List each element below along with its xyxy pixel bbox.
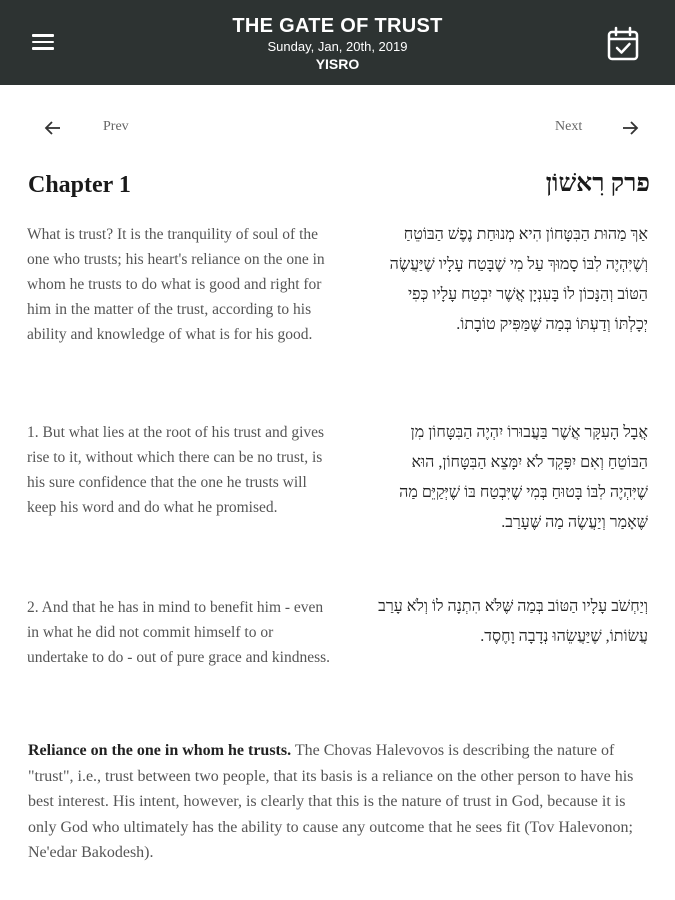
app-header — [0, 0, 675, 85]
chapter-nav — [0, 110, 675, 146]
paragraph-english: 1. But what lies at the root of his trust and gives rise to it, without which there can be no trust, is his sure confidence that the one he trusts will keep his word and do what he promised. — [27, 424, 325, 516]
calendar-check-icon[interactable] — [606, 26, 640, 62]
paragraph-hebrew: אַךְ מַהוּת הַבִּטָּחוֹן הִיא מְנוּחַת נֶפֶשׁ הַבּוֹטֵחַ וְשֶׁיִּהְיֶה לִבּוֹ סָמוּךְ עַל מִי שֶׁבָּטַח עָלָיו שֶׁיַּעֲשֶׂה הַטּוֹב וְהַנָּכוֹן לוֹ בָּעִנְיָן אֲשֶׁר יִבְטַח עָלָיו כְּפִי יְכָלְתּוֹ וְדַעְתּוֹ בְּמַה שֶּׁמַּפִּיק טוֹבָתוֹ. — [389, 226, 648, 333]
next-button[interactable]: Next — [555, 119, 583, 134]
prev-button[interactable]: Prev — [103, 119, 129, 134]
commentary-text: The Chovas Halevovos is describing the nature of "trust", i.e., trust between two people, that its basis is a reliance on the other person to have his best interest. His intent, however, is clearly that this is the nature of trust in God, because it is only God who ultimately has the ability to cause any outcome that he sees fit (Tov Halevonon; Ne'edar Bakodesh). — [28, 742, 634, 861]
paragraph-english: 2. And that he has in mind to benefit him - even in what he did not commit himself to or undertake to do - out of pure grace and kindness. — [27, 599, 331, 666]
arrow-right-icon[interactable] — [620, 118, 640, 138]
hamburger-menu-icon[interactable] — [30, 30, 56, 52]
paragraph-english: What is trust? It is the tranquility of soul of the one who trusts; his heart's reliance on the one in whom he trusts to do what is good and right for him in the matter of the trust, according to his ability and knowledge of what is for his good. — [27, 226, 325, 343]
commentary-lead: Reliance on the one in whom he trusts. — [28, 742, 292, 759]
chapter-title-english: Chapter 1 — [28, 172, 131, 198]
paragraph-hebrew: וְיַחְשֹׁב עָלָיו הַטּוֹב בְּמַה שֶּׁלֹּא הִתְנָה לוֹ וְלֹא עָרַב עֲשׂוֹתוֹ, שֶׁיַּעֲשֵׂהוּ נְדָבָה וָחֶסֶד. — [378, 598, 648, 645]
header-center — [120, 14, 555, 73]
header-parsha: YISRO — [315, 56, 360, 72]
arrow-left-icon[interactable] — [43, 118, 63, 138]
header-date: Sunday, Jan, 20th, 2019 — [267, 39, 408, 54]
paragraph-hebrew: אֲבָל הָעִקָּר אֲשֶׁר בַּעֲבוּרוֹ יִהְיֶה הַבִּטָּחוֹן מִן הַבּוֹטֵחַ וְאִם יִפָּקֵד לֹא יִמָּצֵא הַבִּטָּחוֹן, הוּא שֶׁיִּהְיֶה לִבּוֹ בָּטוּחַ בְּמִי שֶׁיִּבְטַח בּוֹ שֶׁיְּקַיֵּם מַה שֶּׁאָמַר וְיַעֲשֶׂה מַה שֶּׁעָרַב. — [399, 424, 648, 531]
commentary — [28, 738, 648, 866]
chapter-title-hebrew: פרק רִאשׁוֹן — [545, 170, 650, 197]
app-title: THE GATE OF TRUST — [232, 15, 443, 37]
